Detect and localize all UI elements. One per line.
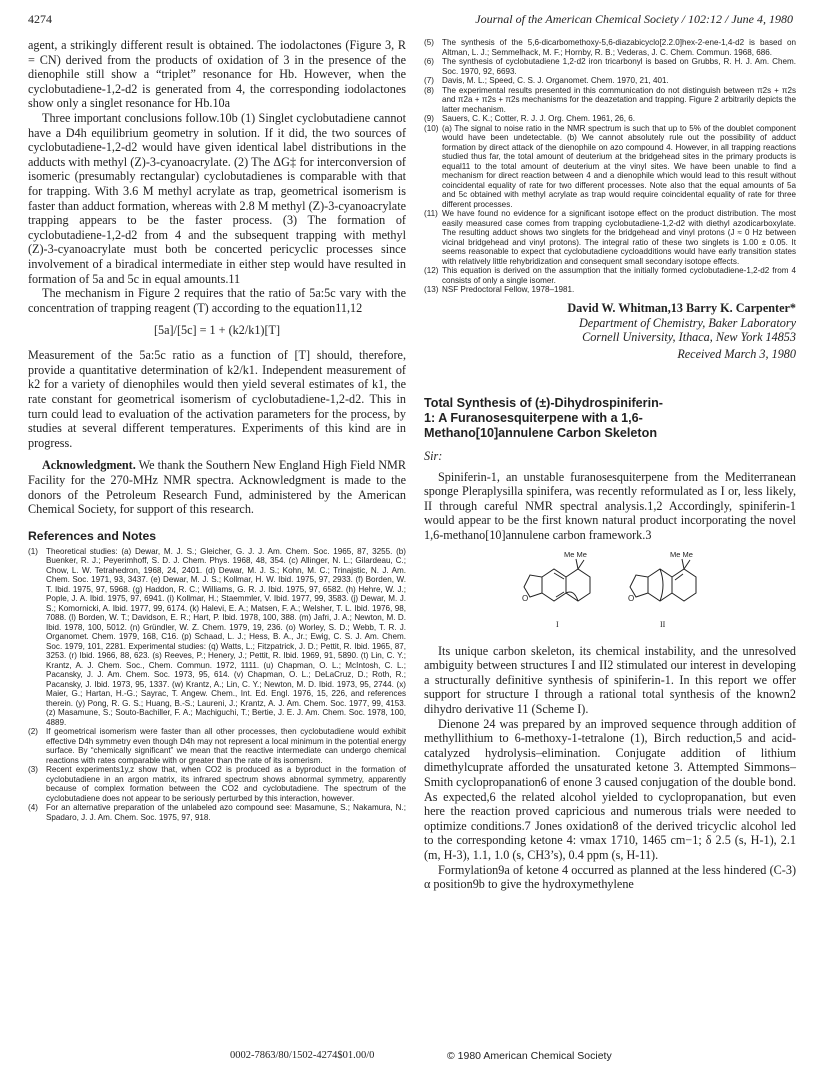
received-date: Received March 3, 1980 — [677, 346, 796, 361]
furan-oxygen-label: O — [522, 593, 529, 603]
left-column — [28, 38, 406, 822]
reference-text: We have found no evidence for a significant isotope effect on the product distribution. The most easily measured case comes from trapping cyclobutadiene-1,2-d2 with diethyl azodicarboxylate. The resulting adduct shows two singlets for the bridgehead and vinyl protons (J ≈ 0 Hz between vicinal bridgehead and vinyl protons). The integral ratio of these two singlets is 1.00 ± 0.05. It seems reasonable to expect that cyclobutadiene cycloadditions would have early transition states with relatively little rehybridization and consequent small secondary isotope effects. — [442, 209, 796, 266]
reference-text: Davis, M. L.; Speed, C. S. J. Organomet. Chem. 1970, 21, 401. — [442, 76, 669, 85]
furan-oxygen-label: O — [628, 593, 635, 603]
reference-text: NSF Predoctoral Fellow, 1978–1981. — [442, 285, 575, 294]
reference-number: (3) — [28, 765, 38, 775]
paragraph: Three important conclusions follow.10b (1) Singlet cyclobutadiene cannot have a D4h equilibrium geometry in solution. If it did, the two sources of cyclobutadiene-1,2-d2 would have given identical label distributions in the adducts with methyl (Z)-3-cyanoacrylate. (2) The ΔG‡ for interconversion of isomeric (presumably rectangular) cyclobutadienes is comparable with that for trapping. With 3.6 M methyl acrylate as trap, geometrical isomerism is faster than adduct formation, whereas with 2.8 M methyl (Z)-3-cyanoacrylate trapping appears to be the faster process. (3) The formation of cyclobutadiene-1,2-d2 from 4 and the subsequent trapping with methyl (Z)-3-cyanoacrylate must both be concerted pericyclic processes since involvement of a biradical intermediate in either step would have resulted in formation of 5a and 5c in equal amounts.11 — [28, 110, 407, 286]
reference-item — [424, 266, 796, 285]
right-column — [424, 38, 796, 892]
article-title: Total Synthesis of (±)-Dihydrospiniferin-1: A Furanosesquiterpene with a 1,6-Methano[10]annulene Carbon Skeleton — [424, 395, 663, 440]
reference-text: (a) The signal to noise ratio in the NMR spectrum is such that up to 5% of the doublet component would have been undetectable. (b) We cannot absolutely rule out the possibility of adduct formation by direct attack of the dienophile on azo compound 4. However, in all trapping reactions studied thus far, the total amount of deuterium at the bridgehead sites in the primary products is equal11 to the total amount of deuterium at the vinyl sites. We have been unable to find a mechanism for direct reaction between 4 and a dienophile which would lead to this result without coincidental equality of rate for two different processes. Note also that the equal amounts of 5a and 5c obtained with methyl acrylate as trap would require coincidental equality of rate for three different processes. — [442, 123, 796, 209]
affiliation: Department of Chemistry, Baker Laboratory — [579, 315, 796, 330]
footer-copyright: © 1980 American Chemical Society — [447, 1050, 612, 1062]
page-header — [28, 12, 793, 30]
reference-list — [424, 38, 796, 295]
reference-text: Sauers, C. K.; Cotter, R. J. J. Org. Chem. 1961, 26, 6. — [442, 114, 635, 123]
reference-item — [424, 285, 796, 295]
acknowledgment-text: We thank the Southern New England High Field NMR Facility for the 270-MHz NMR spectra. Acknowledgment is made to the donors of the Petroleum Research Fund, administered by the American Chemical Society, for support of this research. — [28, 458, 406, 517]
structure-substituent-label: Me Me — [564, 549, 587, 559]
reference-number: (1) — [28, 546, 38, 556]
acknowledgment-heading: Acknowledgment. — [42, 458, 136, 473]
reference-item — [424, 124, 796, 210]
reference-number: (10) — [424, 123, 439, 133]
reference-number: (2) — [28, 727, 38, 737]
paragraph: Measurement of the 5a:5c ratio as a function of [T] should, therefore, provide a quantitative determination of k2/k1. Independent measurement of k2 for a variety of dienophiles would then yield several estimates of k1, the rate constant for geometrical isomerism of cyclobutadiene-1,2-d2. This in turn could lead to evaluation of the activation parameters for the process, by studies at several different temperatures. Experiments of this kind are in progress. — [28, 348, 406, 450]
reference-number: (11) — [424, 209, 438, 218]
structure-substituent-label: Me Me — [670, 549, 693, 559]
reference-number: (6) — [424, 57, 434, 66]
structure-I-label: I — [556, 619, 559, 629]
paragraph: Dienone 24 was prepared by an improved sequence through addition of methyllithium to 6-methoxy-1-tetralone (1), Birch reduction,5 and acid-catalyzed hydrolysis–elimination. Conjugate addition of lithium dimethylcuprate afforded the unsaturated ketone 3. Attempted Simmons–Smith cyclopropanation6 of enone 3 caused conjugation of the double bond. As expected,6 the related alcohol yielded to cyclopropanation, but even here the reaction proved capricious and numerous trials were needed to optimize conditions.7 Jones oxidation8 of the derived tricyclic alcohol led to the corresponding ketone 4: νmax 1710, 1465 cm−1; δ 2.5 (s, H-1), 2.1 (m, H-3), 1.1, 1.0 (s, CH3’s), 0.4 ppm (s, H-11). — [424, 716, 796, 862]
reference-number: (9) — [424, 114, 434, 123]
reference-number: (7) — [424, 76, 434, 85]
reference-text: Recent experiments1y,z show that, when CO2 is produced as a byproduct in the formation of cyclobutadiene in an argon matrix, its infrared spectrum shows abnormal symmetry, apparently because of complex formation between the CO2 and cyclobutadiene. The spectrum of the cyclobutadiene does not appear to be seriously perturbed by this interaction, however. — [46, 765, 406, 803]
page-number: 4274 — [28, 12, 52, 26]
reference-number: (13) — [424, 285, 439, 294]
reference-text: This equation is derived on the assumption that the initially formed cyclobutadiene-1,2-d2 from 4 consists of only a single isomer. — [442, 266, 796, 285]
reference-item — [424, 76, 796, 86]
references-heading: References and Notes — [28, 528, 157, 543]
salutation: Sir: — [424, 448, 443, 463]
reference-item — [424, 38, 796, 57]
footer-code: 0002-7863/80/1502-4274$01.00/0 — [230, 1050, 375, 1061]
paragraph: The mechanism in Figure 2 requires that the ratio of 5a:5c vary with the concentration of trapping reagent (T) according to the equation11,12 — [28, 286, 406, 315]
reference-text: The experimental results presented in this communication do not distinguish between π2s + π2s and π2a + π2s + π2s mechanisms for the deazetation and trapping. Figure 2 arbitrarily depicts the latter mechanism. — [442, 85, 796, 114]
affiliation: Cornell University, Ithaca, New York 14853 — [582, 330, 796, 345]
paragraph: Spiniferin-1, an unstable furanosesquiterpene from the Mediterranean sponge Pleraplysilla spinifera, was recently reformulated as I or, less likely, II through careful NMR spectral analysis.1,2 Accordingly, spiniferin-1 would appear to be the first known natural product incorporating the novel 1,6-methano[10]annulene carbon framework.3 — [424, 469, 796, 543]
reference-item — [424, 86, 796, 115]
reference-number: (4) — [28, 803, 38, 813]
journal-citation: Journal of the American Chemical Society / 102:12 / June 4, 1980 — [475, 12, 793, 26]
reference-item — [28, 547, 406, 728]
paragraph: Formylation9a of ketone 4 occurred as planned at the less hindered (C-3) α position9b to give the hydroxymethylene — [424, 862, 796, 892]
structure-I-diagram — [516, 547, 608, 642]
reference-text: The synthesis of cyclobutadiene 1,2-d2 iron tricarbonyl is based on Grubbs, R. H. J. Am. Chem. Soc. 1970, 92, 6693. — [442, 57, 796, 76]
acknowledgment — [28, 458, 406, 516]
reference-item — [28, 765, 406, 803]
reference-item — [424, 114, 796, 124]
structure-II-label: II — [660, 619, 666, 629]
reference-number: (12) — [424, 266, 439, 275]
reference-item — [424, 209, 796, 266]
reference-text: The synthesis of the 5,6-dicarbomethoxy-5,6-diazabicyclo[2.2.0]hex-2-ene-1,4-d2 is based on Altman, L. J.; Semmelhack, M. F.; Hornby, R. B.; Vederas, J. C. Chem. Commun. 1968, 686. — [442, 38, 796, 57]
paragraph: agent, a strikingly different result is obtained. The iodolactones (Figure 3, R = CN) derived from the products of oxidation of 3 in the presence of the dienophile still show a “triplet” resonance for Hb. However, when the cyclobutadiene-1,2-d2 is generated from 4, the corresponding iodolactones show only a singlet resonance for Hb.10a — [28, 38, 406, 111]
structure-figure — [424, 547, 796, 642]
reference-item — [28, 803, 406, 822]
structure-II-diagram — [622, 547, 714, 642]
reference-text: For an alternative preparation of the unlabeled azo compound see: Masamune, S.; Nakamura, N.; Spadaro, J. J. Am. Chem. Soc. 1975, 97, 918. — [46, 803, 406, 822]
reference-text: Theoretical studies: (a) Dewar, M. J. S.; Gleicher, G. J. J. Am. Chem. Soc. 1965, 87, 3255. (b) Buenker, R. J.; Peyerimhoff, S. D. J. Chem. Phys. 1968, 48, 354. (c) Allinger, N. L.; Gilardeau, C.; Chow, L. W. Tetrahedron, 1968, 24, 2401. (d) Dewar, M. J. S.; Kohn, M. C.; Trinajstic, N. J. Am. Chem. Soc. 1971, 93, 3437. (e) Dewar, M. J. S.; Kollmar, H. W. Ibid. 1975, 97, 2933. (f) Borden, W. T. Ibid. 1975, 97, 5968. (g) Haddon, R. C.; Williams, G. R. J. Ibid. 1975, 97, 6582. (h) Hehre, W. J.; Pople, J. A. Ibid. 1975, 97, 6941. (i) Kollmar, H.; Staemmler, V. Ibid. 1977, 99, 3583. (j) Dewar, M. J. S.; Komornicki, A. Ibid. 1977, 99, 6174. (k) Halevi, E. A.; Matsen, F. A.; Welsher, T. L. Ibid. 1976, 98, 7088. (l) Borden, W. T.; Davidson, E. R.; Hart, P. Ibid. 1978, 100, 388. (m) Jafri, J. A.; Newton, M. D. Ibid. 1978, 100, 5012. (n) Gründler, W. Z. Chem. 1979, 19, 236. (o) Worley, S. D.; Webb, T. R. J. Organomet. Chem. 1979, 168, C16. (p) Schaad, L. J.; Hess, B. A., Jr.; Ewig, C. S. J. Am. Chem. Soc. 1979, 101, 2281. Experimental studies: (q) Watts, L.; Fitzpatrick, J. D.; Pettit, R. Ibid. 1965, 87, 3253. (r) Ibid. 1966, 88, 623. (s) Reeves, P.; Henery, J.; Pettit, R. Ibid. 1969, 91, 5890. (t) Lin, C. Y.; Krantz, A. J. Chem. Soc., Chem. Commun. 1972, 1111. (u) Chapman, O. L.; McIntosh, C. L.; Pacansky, J. J. Am. Chem. Soc. 1973, 95, 614. (v) Chapman, O. L.; DeLaCruz, D.; Roth, R.; Pacansky, J. Ibid. 1973, 95, 1337. (w) Krantz, A.; Lin, C. Y.; Newton, M. D. Ibid. 1973, 95, 2744. (x) Maier, G.; Hartan, H.-G.; Sayrac, T. Angew. Chem., Int. Ed. Engl. 1976, 15, 226, and references therein. (y) Pong, R. G. S.; Huang, B.-S.; Laureni, J.; Krantz, A. J. Am. Chem. Soc. 1977, 99, 4153. (z) Masamune, S.; Souto-Bachiller, F. A.; Machiguchi, T.; Bertie, J. E. J. Am. Chem. Soc. 1978, 100, 4889. — [46, 546, 406, 727]
reference-list — [28, 547, 406, 823]
author-line: David W. Whitman,13 Barry K. Carpenter* — [567, 300, 796, 315]
reference-text: If geometrical isomerism were faster than all other processes, then cyclobutadiene would exhibit effective D4h symmetry even though D4h may not represent a local minimum in the potential energy surface. By “chemically significant” we mean that the reactive intermediate can undergo chemical reactions with rates comparable with or greater than the rate of its isomerism. — [46, 727, 406, 765]
reference-number: (5) — [424, 38, 434, 47]
reference-number: (8) — [424, 85, 434, 95]
paragraph: Its unique carbon skeleton, its chemical instability, and the unresolved ambiguity between structures I and II2 stimulated our interest in developing a structurally definitive synthesis of spiniferin-1. In this report we offer support for structure I through a rational total synthesis of the known2 dihydro derivative 11 (Scheme I). — [424, 643, 796, 717]
equation: [5a]/[5c] = 1 + (k2/k1)[T] — [153, 323, 281, 338]
reference-item — [424, 57, 796, 76]
reference-item — [28, 727, 406, 765]
